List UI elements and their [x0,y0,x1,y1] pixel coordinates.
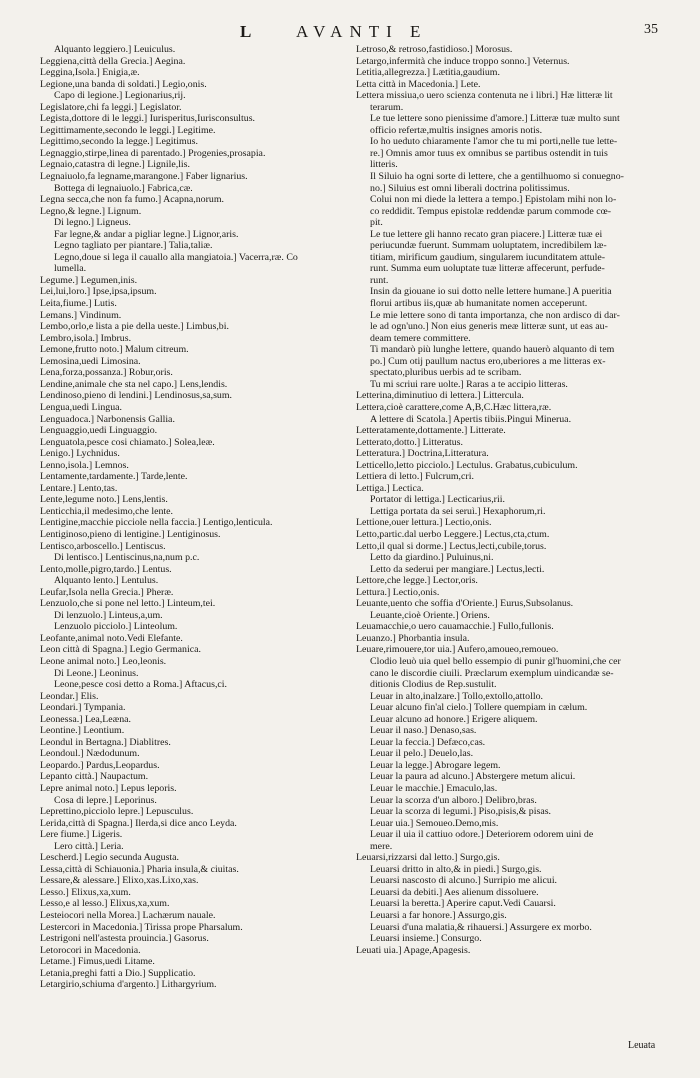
dictionary-entry: Letargirio,schiuma d'argento.] Lithargyrium. [40,979,217,991]
dictionary-entry: pit. [370,217,383,229]
dictionary-entry: Leuar la scorza d'un alboro.] Delibro,bras. [370,794,537,806]
dictionary-entry: Legnaiuolo,fa legname,marangone.] Faber lignarius. [40,171,248,183]
dictionary-entry: Lepanto città.] Naupactum. [40,771,149,783]
dictionary-entry: Letterato,dotto.] Litteratus. [356,436,463,448]
dictionary-entry: Di lentisco.] Lentiscinus,na,num p.c. [54,552,200,564]
dictionary-entry: Leuarsi d'una malatia,& rihauersi.] Assurgere ex morbo. [370,921,592,933]
dictionary-entry: ditionis Clodius de Rep.sustulit. [370,679,497,691]
dictionary-entry: Leuante,cioè Oriente.] Oriens. [370,609,490,621]
dictionary-entry: Leuar la feccia.] Defæco,cas. [370,736,486,748]
dictionary-entry: Lenguatola,pesce cosi chiamato.] Solea,leæ. [40,436,215,448]
dictionary-entry: Leopardo.] Pardus,Leopardus. [40,759,160,771]
dictionary-entry: Letteratura.] Doctrina,Litteratura. [356,448,489,460]
dictionary-entry: Di lenzuolo.] Linteus,a,um. [54,609,163,621]
dictionary-entry: Lettore,che legge.] Lector,oris. [356,575,478,587]
dictionary-entry: Letargo,infermità che induce troppo sonno.] Veternus. [356,55,570,67]
dictionary-entry: Capo di legione.] Legionarius,rij. [54,90,186,102]
dictionary-entry: Lentare.] Lento,tas. [40,482,118,494]
dictionary-entry: Letta città in Macedonia.] Lete. [356,78,481,90]
dictionary-entry: runt. [370,274,389,286]
dictionary-entry: Leuar la legge.] Abrogare legem. [370,759,501,771]
dictionary-entry: Legislatore,chi fa leggi.] Legislator. [40,101,182,113]
dictionary-entry: Leuarsi la beretta.] Aperire caput.Vedi Cauarsi. [370,898,556,910]
dictionary-entry: Lettiera di letto.] Fulcrum,cri. [356,471,474,483]
page-number: 35 [644,22,658,37]
dictionary-entry: Lenguaggio,uedi Linguaggio. [40,425,158,437]
dictionary-entry: mere. [370,840,393,852]
dictionary-entry: titiam, mirificum gaudium, singularem iucunditatem attule- [370,251,606,263]
dictionary-entry: Legno tagliato per piantare.] Talia,taliæ. [54,240,213,252]
dictionary-entry: Legume.] Legumen,inis. [40,274,138,286]
dictionary-entry: Leggiena,città della Grecia.] Aegina. [40,55,186,67]
dictionary-entry: Leuanzo.] Phorbantia insula. [356,632,470,644]
dictionary-entry: Lestrigoni nell'astesta prouincia.] Gasorus. [40,933,209,945]
dictionary-entry: Leuante,uento che soffia d'Oriente.] Eurus,Subsolanus. [356,598,574,610]
dictionary-entry: periucundæ fuerunt. Summam uoluptatem, incredibilem læ- [370,240,607,252]
dictionary-entry: Lessa,città di Schiauonia.] Pharia insula,& ciuitas. [40,863,239,875]
dictionary-entry: Leuarsi insieme.] Consurgo. [370,933,482,945]
dictionary-entry: cano le discordie ciuili. Præclarum exemplum uindicandæ se- [370,667,614,679]
dictionary-entry: Lendinoso,pieno di lendini.] Lendinosus,sa,sum. [40,390,232,402]
dictionary-entry: terarum. [370,101,404,113]
dictionary-entry: Lente,legume noto.] Lens,lentis. [40,494,168,506]
dictionary-entry: Lentamente,tardamente.] Tarde,lente. [40,471,188,483]
header-letter: L [240,22,253,41]
dictionary-entry: Lenzuolo picciolo.] Linteolum. [54,621,178,633]
dictionary-entry: Letteratamente,dottamente.] Litterate. [356,425,506,437]
dictionary-entry: Lettiga.] Lectica. [356,482,424,494]
dictionary-entry: Leontine.] Leontium. [40,725,125,737]
dictionary-entry: Alquanto leggiero.] Leuiculus. [54,44,176,55]
dictionary-entry: Letorocori in Macedonia. [40,944,141,956]
dictionary-entry: Il Siluio ha ogni sorte di lettere, che a gentilhuomo si conuegno- [370,171,624,183]
dictionary-entry: Leuarsi da debiti.] Aes alienum dissoluere. [370,886,539,898]
dictionary-entry: Leuare,rimouere,tor uia.] Aufero,amoueo,remoueo. [356,644,559,656]
dictionary-entry: Leuar il uia il cattiuo odore.] Deteriorem odorem uini de [370,829,594,841]
dictionary-entry: Letterina,diminutiuo di lettera.] Littercula. [356,390,524,402]
dictionary-entry: Letto da giardino.] Puluinus,ni. [370,552,494,564]
dictionary-entry: Lessare,& alessare.] Elixo,xas.Lixo,xas. [40,875,199,887]
dictionary-entry: Io ho ueduto chiaramente l'amor che tu mi porti,nelle tue lette- [370,136,618,148]
dictionary-entry: Lei,lui,loro.] Ipse,ipsa,ipsum. [40,286,157,298]
dictionary-entry: Legittimo,secondo la legge.] Legitimus. [40,136,198,148]
dictionary-entry: Le tue lettere gli hanno recato gran piacere.] Litteræ tuæ ei [370,228,603,240]
dictionary-entry: Legno,doue si lega il cauallo alla mangiatoia.] Vacerra,ræ. Co [54,251,298,263]
dictionary-entry: A lettere di Scatola.] Apertis tibiis.Pingui Minerua. [370,413,572,425]
dictionary-entry: Legista,dottore di le leggi.] Iurisperitus,Iurisconsultus. [40,113,256,125]
dictionary-entry: Lemosina,uedi Limosina. [40,355,141,367]
dictionary-entry: florui artibus iis,quæ ab humanitate nomen acceperunt. [370,298,588,310]
dictionary-entry: no.] Siluius est omni liberali doctrina politissimus. [370,182,570,194]
dictionary-entry: Leuar la paura ad alcuno.] Abstergere metum alicui. [370,771,576,783]
dictionary-entry: Portator di lettiga.] Lecticarius,rii. [370,494,505,506]
dictionary-entry: Leuar in alto,inalzare.] Tollo,extollo,attollo. [370,690,543,702]
dictionary-entry: spectato,pluribus uerbis ad te scribam. [370,367,522,379]
dictionary-entry: Leuar uia.] Semoueo.Demo,mis. [370,817,499,829]
dictionary-entry: Leuarsi nascosto di alcuno.] Surripio me alicui. [370,875,558,887]
dictionary-entry: Leone,pesce cosi detto a Roma.] Aftacus,ci. [54,679,228,691]
dictionary-entry: Lettione,ouer lettura.] Lectio,onis. [356,517,492,529]
dictionary-entry: Legnaggio,stirpe,linea di parentado.] Progenies,prosapia. [40,147,266,159]
dictionary-entry: Leuamacchie,o uero cauamacchie.] Fullo,fullonis. [356,621,554,633]
dictionary-entry: Lemone,frutto noto.] Malum citreum. [40,344,189,356]
dictionary-entry: Leonessa.] Lea,Leæna. [40,713,132,725]
dictionary-entry: Leuarsi,rizzarsi dal letto.] Surgo,gis. [356,852,500,864]
dictionary-entry: Lepre animal noto.] Lepus leporis. [40,783,177,794]
dictionary-entry: lumella. [54,263,87,275]
header-running-title: AVANTI E [296,22,428,41]
dictionary-entry: Letto,partic.dal uerbo Leggere.] Lectus,cta,ctum. [356,528,550,540]
right-column [356,44,676,956]
dictionary-entry: Leon città di Spagna.] Legio Germanica. [40,644,201,656]
dictionary-entry: Lembo,orlo,e lista a pie della ueste.] Limbus,bi. [40,321,229,333]
dictionary-entry: re.] Omnis amor tuus ex omnibus se partibus ostendit in tuis [370,147,608,159]
dictionary-entry: Leuar la scorza di legumi.] Piso,pisis,& pisas. [370,806,552,818]
dictionary-entry: Di Leone.] Leoninus. [54,667,139,679]
dictionary-entry: le ad ogn'uno.] Non eius generis meæ litteræ sunt, ut eas au- [370,321,608,333]
dictionary-entry: Leofante,animal noto.Vedi Elefante. [40,632,183,644]
dictionary-entry: Leprettino,picciolo lepre.] Lepusculus. [40,806,194,818]
dictionary-entry: Legnaio,catastra di legne.] Lignile,lis. [40,159,190,171]
dictionary-entry: Lento,molle,pigro,tardo.] Lentus. [40,563,172,575]
dictionary-entry: Letticello,letto picciolo.] Lectulus. Grabatus,cubiculum. [356,459,578,471]
dictionary-entry: Legno,& legne.] Lignum. [40,205,142,217]
dictionary-entry: Legione,una banda di soldati.] Legio,onis. [40,78,207,90]
dictionary-entry: Leita,fiume.] Lutis. [40,298,117,310]
dictionary-entry: Leondoul.] Nædodunum. [40,748,140,760]
dictionary-entry: Letitia,allegrezza.] Lætitia,gaudium. [356,67,500,79]
dictionary-entry: Leondari.] Tympania. [40,702,126,714]
dictionary-entry: deam temere committere. [370,332,471,344]
dictionary-entry: Leuarsi dritto in alto,& in piedi.] Surgo,gis. [370,863,542,875]
dictionary-entry: Letroso,& retroso,fastidioso.] Morosus. [356,44,513,55]
dictionary-entry: Bottega di legnaiuolo.] Fabrica,cæ. [54,182,193,194]
dictionary-entry: Lenzuolo,che si pone nel letto.] Linteum,tei. [40,598,216,610]
dictionary-entry: litteris. [370,159,398,171]
dictionary-entry: Lesso.] Elixus,xa,xum. [40,886,131,898]
dictionary-entry: Leufar,Isola nella Grecia.] Pheræ. [40,586,174,598]
dictionary-entry: Lerida,città di Spagna.] Ilerda,si dice anco Leyda. [40,817,237,829]
dictionary-entry: Leuarsi a far honore.] Assurgo,gis. [370,910,507,922]
dictionary-entry: Leone animal noto.] Leo,leonis. [40,655,167,667]
dictionary-entry: Lenguadoca.] Narbonensis Gallia. [40,413,175,425]
dictionary-entry: Lettera missiua,o uero scienza contenuta ne i libri.] Hæ litteræ lit [356,90,613,102]
dictionary-entry: Legittimamente,secondo le leggi.] Legitime. [40,124,216,136]
dictionary-entry: Leggina,Isola.] Enigia,æ. [40,67,140,79]
dictionary-entry: Lengua,uedi Lingua. [40,401,122,413]
dictionary-entry: Le tue lettere sono pienissime d'amore.] Litteræ tuæ multo sunt [370,113,620,125]
dictionary-entry: po.] Cum otij paullum nactus ero,uberiores a me litteras ex- [370,355,606,367]
dictionary-entry: Clodio leuò uia quel bello essempio di punir gl'huomini,che cer [370,655,621,667]
dictionary-entry: Cosa di lepre.] Leporinus. [54,794,157,806]
dictionary-entry: Lentisco,arboscello.] Lentiscus. [40,540,166,552]
dictionary-entry: Letto da sederui per mangiare.] Lectus,lecti. [370,563,545,575]
dictionary-entry: Lenticchia,il medesimo,che lente. [40,505,173,517]
left-column [40,44,336,991]
dictionary-entry: Leondul in Bertagna.] Diablitres. [40,736,171,748]
dictionary-entry: Lesso,e al lesso.] Elixus,xa,xum. [40,898,170,910]
dictionary-entry: Alquanto lento.] Lentulus. [54,575,159,587]
dictionary-entry: Lettera,cioè carattere,come A,B,C.Hæc littera,ræ. [356,401,552,413]
dictionary-entry: Tu mi scriui rare uolte.] Raras a te accipio litteras. [370,378,568,390]
dictionary-entry: Lentiginoso,pieno di lentigine.] Lentiginosus. [40,528,221,540]
dictionary-entry: officio refertæ,multis insignes amoris notis. [370,124,543,136]
dictionary-entry: Letania,preghi fatti a Dio.] Supplicatio. [40,967,196,979]
dictionary-entry: Lendine,animale che sta nel capo.] Lens,lendis. [40,378,228,390]
dictionary-entry: Insin da giouane io sui dotto nelle lettere humane.] A pueritia [370,286,612,298]
dictionary-entry: Leuati uia.] Apage,Apagesis. [356,944,471,956]
catchword: Leuata [628,1040,656,1051]
dictionary-entry: Lena,forza,possanza.] Robur,oris. [40,367,173,379]
dictionary-entry: Leuar alcuno fin'al cielo.] Tollere quempiam in cælum. [370,702,588,714]
dictionary-entry: Lenno,isola.] Lemnos. [40,459,129,471]
dictionary-entry: Lettura.] Lectio,onis. [356,586,440,598]
dictionary-entry: co reddidit. Tempus epistolæ reddendæ parum commode cœ- [370,205,612,217]
dictionary-entry: Leondar.] Elis. [40,690,99,702]
dictionary-entry: Leuar il naso.] Denaso,sas. [370,725,477,737]
dictionary-entry: Lettiga portata da sei seruì.] Hexaphorum,ri. [370,505,546,517]
dictionary-entry: Letame.] Fimus,uedi Litame. [40,956,155,968]
dictionary-entry: runt. Summa eum uoluptate tuæ litteræ affecerunt, perfude- [370,263,605,275]
dictionary-entry: Lenigo.] Lychnidus. [40,448,120,460]
dictionary-entry: Leuar le macchie.] Emaculo,las. [370,783,498,794]
dictionary-entry: Lere fiume.] Ligeris. [40,829,123,841]
dictionary-entry: Colui non mi diede la lettera a tempo.] Epistolam mihi non lo- [370,194,617,206]
dictionary-entry: Lesteiocori nella Morea.] Lachærum nauale. [40,910,216,922]
dictionary-entry: Letto,il qual si dorme.] Lectus,lecti,cubile,torus. [356,540,547,552]
dictionary-entry: Leuar il pelo.] Deuelo,las. [370,748,474,760]
dictionary-entry: Legna secca,che non fa fumo.] Acapna,norum. [40,194,224,206]
dictionary-entry: Lestercori in Macedonia.] Tirissa prope Pharsalum. [40,921,243,933]
dictionary-entry: Lescherd.] Legio secunda Augusta. [40,852,180,864]
dictionary-entry: Leuar alcuno ad honore.] Erigere aliquem. [370,713,538,725]
dictionary-entry: Lemans.] Vindinum. [40,309,122,321]
dictionary-entry: Di legno.] Ligneus. [54,217,131,229]
dictionary-entry: Lero città.] Leria. [54,840,124,852]
page-header [0,22,700,44]
dictionary-entry: Ti mandarò più lunghe lettere, quando hauerò alquanto di tem [370,344,615,356]
dictionary-entry: Lentigine,macchie picciole nella faccia.] Lentigo,lenticula. [40,517,273,529]
dictionary-entry: Le mie lettere sono di tanta importanza, che non ardisco di dar- [370,309,620,321]
dictionary-entry: Far legne,& andar a pigliar legne.] Lignor,aris. [54,228,239,240]
dictionary-entry: Lembro,isola.] Imbrus. [40,332,132,344]
